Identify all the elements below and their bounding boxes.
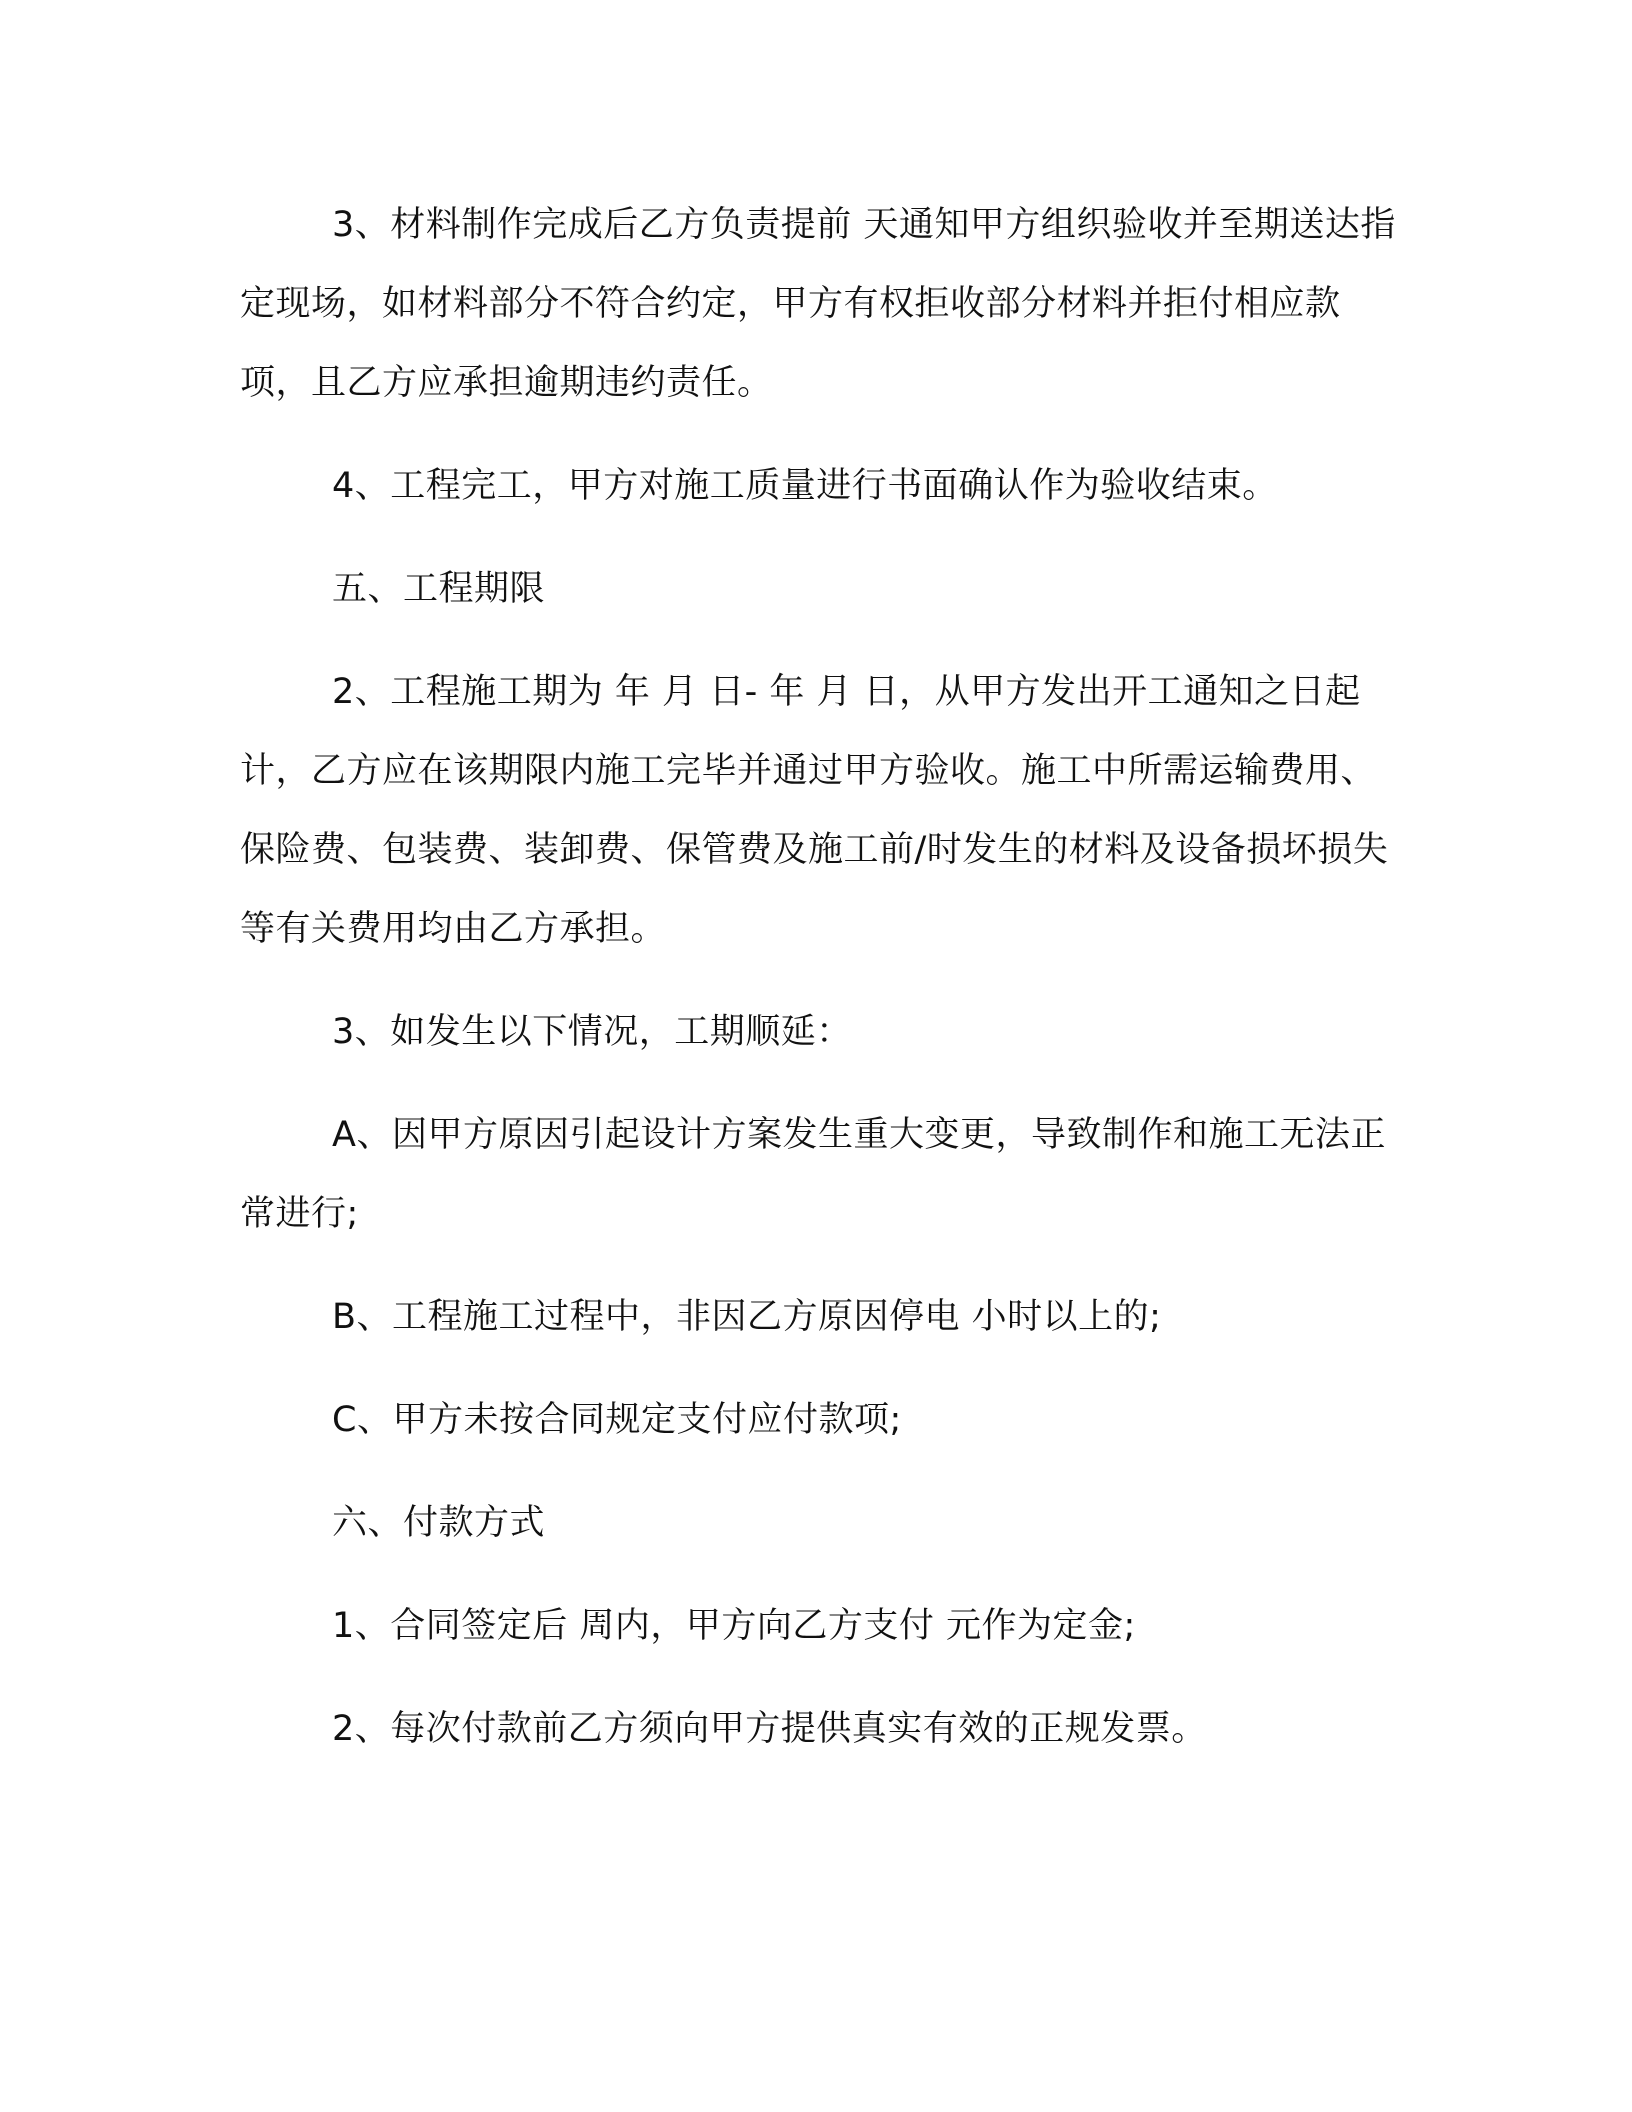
delay-condition-b: B、工程施工过程中，非因乙方原因停电 小时以上的; (332, 1297, 1162, 1337)
clause-3-delay-conditions: 3、如发生以下情况，工期顺延： (332, 1012, 852, 1052)
payment-clause-2: 2、每次付款前乙方须向甲方提供真实有效的正规发票。 (332, 1709, 1207, 1749)
clause-2-construction-period: 2、工程施工期为 年 月 日- 年 月 日，从甲方发出开工通知之日起计，乙方应在该期限内施工完毕并通过甲方验收。施工中所需运输费用、保险费、包装费、装卸费、保管费及施工前/时发生的材料及设备损坏损失等有关费用均由乙方承担。 (240, 672, 1389, 949)
delay-condition-a: A、因甲方原因引起设计方案发生重大变更，导致制作和施工无法正常进行; (240, 1115, 1386, 1234)
section-heading-6-payment: 六、付款方式 (332, 1503, 546, 1543)
clause-3-material-acceptance: 3、材料制作完成后乙方负责提前 天通知甲方组织验收并至期送达指定现场，如材料部分不符合约定，甲方有权拒收部分材料并拒付相应款项，且乙方应承担逾期违约责任。 (240, 205, 1396, 403)
section-heading-5-schedule: 五、工程期限 (332, 569, 546, 609)
payment-clause-1: 1、合同签定后 周内，甲方向乙方支付 元作为定金; (332, 1606, 1136, 1646)
document-body (240, 186, 1410, 1793)
delay-condition-c: C、甲方未按合同规定支付应付款项; (332, 1400, 902, 1440)
clause-4-completion: 4、工程完工，甲方对施工质量进行书面确认作为验收结束。 (332, 466, 1278, 506)
